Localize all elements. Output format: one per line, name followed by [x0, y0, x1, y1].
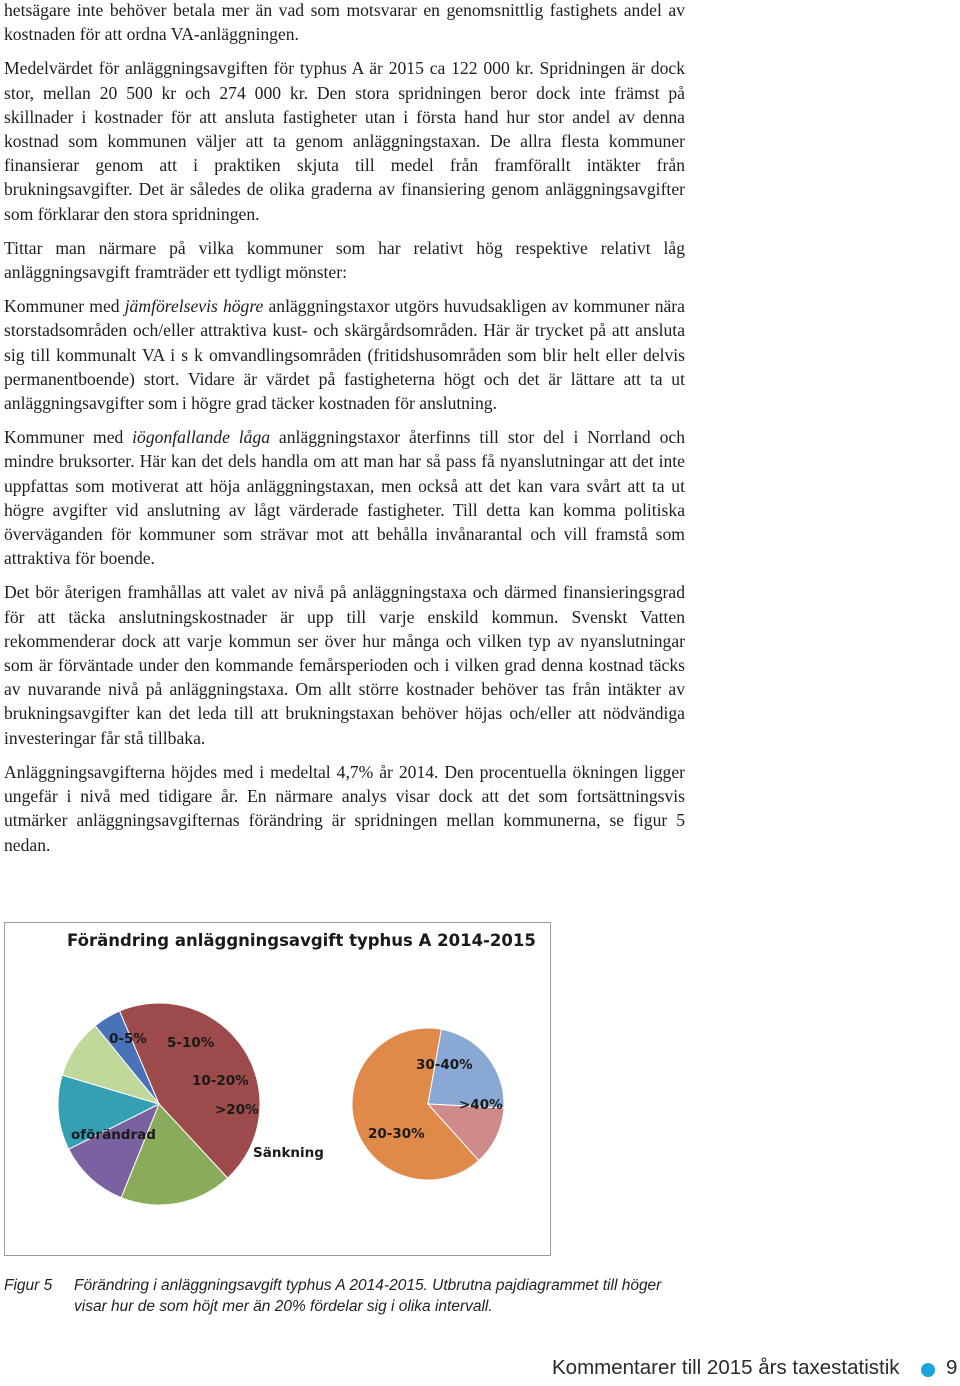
- pie-label: 5-10%: [167, 1035, 215, 1051]
- emphasis-text: jämförelsevis högre: [124, 296, 264, 317]
- body-text: [4, 0, 685, 867]
- pie-label: 10-20%: [192, 1073, 249, 1089]
- page-number: 9: [946, 1356, 958, 1379]
- pie-label: 30-40%: [416, 1057, 473, 1073]
- paragraph: Det bör återigen framhållas att valet av nivå på anläggningstaxa och därmed finansieringsgrad för att täcka anslutningskostnader är upp till varje enskild kommun. Svenskt Vatten rekommenderar dock att varje kommun ser över hur många och vilken typ av nyanslutningar som är förväntade under den kommande femårsperioden och i vilken grad denna kostnad täcks av nuvarande nivå på anläggningstaxa. Om allt större kostnader behöver tas från intäkter av brukningsavgifter kan det leda till att brukningstaxan behöver höjas och/eller att nödvändiga investeringar får stå tillbaka.: [4, 582, 685, 748]
- pie-label: >20%: [215, 1102, 259, 1118]
- pie-charts: [5, 923, 552, 1257]
- paragraph: Anläggningsavgifterna höjdes med i medeltal 4,7% år 2014. Den procentuella ökningen ligger ungefär i nivå med tidigare år. En närmare analys visar dock att det som fortsättningsvis utmärker anläggningsavgifternas förändring är spridningen mellan kommunerna, se figur 5 nedan.: [4, 761, 685, 855]
- emphasis-text: iögonfallande låga: [132, 427, 271, 448]
- paragraph: Kommuner med jämförelsevis högre anläggningstaxor utgörs huvudsakligen av kommuner nära storstadsområden och/eller attraktiva kust- och skärgårdsområden. Här är trycket på att ansluta sig till kommunalt VA i s k omvandlingsområden (fritidshusområden som blir helt eller delvis permanentboende) stort. Vidare är värdet på fastigheterna högt och det är lättare att ta ut anläggningsavgifter som i högre grad täcker kostnaden för anslutning.: [4, 296, 685, 414]
- paragraph: Medelvärdet för anläggningsavgiften för typhus A är 2015 ca 122 000 kr. Spridningen är dock stor, mellan 20 500 kr och 274 000 kr. Den stora spridningen beror dock inte främst på skillnader i kostnader för att ansluta fastigheter utan i första hand hur stor andel av denna kostnad som kommunen väljer att ta genom anläggningstaxan. De allra flesta kommuner finansierar genom att i praktiken skjuta till medel från framförallt intäkter från brukningsavgifter. Det är således de olika graderna av finansiering genom anläggningsavgifter som förklarar den stora spridningen.: [4, 58, 685, 224]
- figure-label: Figur 5: [4, 1277, 53, 1294]
- figure-caption-text: Förändring i anläggningsavgift typhus A 2014-2015. Utbrutna pajdiagrammet till höger visar hur de som höjt mer än 20% fördelar sig i olika intervall.: [74, 1277, 662, 1315]
- footer-title: Kommentarer till 2015 års taxestatistik: [552, 1356, 900, 1379]
- paragraph: Tittar man närmare på vilka kommuner som har relativt hög respektive relativt låg anläggningsavgift framträder ett tydligt mönster:: [4, 237, 685, 283]
- pie-label: oförändrad: [71, 1127, 156, 1143]
- pie-label: 0-5%: [109, 1031, 147, 1047]
- pie-chart-figure: [4, 922, 551, 1256]
- paragraph: Kommuner med iögonfallande låga anläggningstaxor återfinns till stor del i Norrland och mindre bruksorter. Här kan det dels handla om att man har så pass få nyanslutningar att det inte uppfattas som motiverat att höja anläggningstaxan, men också att det kan vara svårt att ta ut högre avgifter vid anslutning av lågt värderade fastigheter. Till detta kan komma politiska överväganden för kommuner som strävar mot att behålla invånarantal och vill framstå som attraktiva för boende.: [4, 427, 685, 569]
- footer-dot-icon: [921, 1363, 935, 1377]
- pie-label: 20-30%: [368, 1126, 425, 1142]
- chart-title: Förändring anläggningsavgift typhus A 2014-2015: [67, 931, 536, 950]
- paragraph: hetsägare inte behöver betala mer än vad som motsvarar en genomsnittlig fastighets andel av kostnaden för att ordna VA-anläggningen.: [4, 0, 685, 45]
- page-footer: [552, 1356, 960, 1386]
- pie-label: >40%: [459, 1097, 503, 1113]
- pie-label: Sänkning: [253, 1145, 324, 1161]
